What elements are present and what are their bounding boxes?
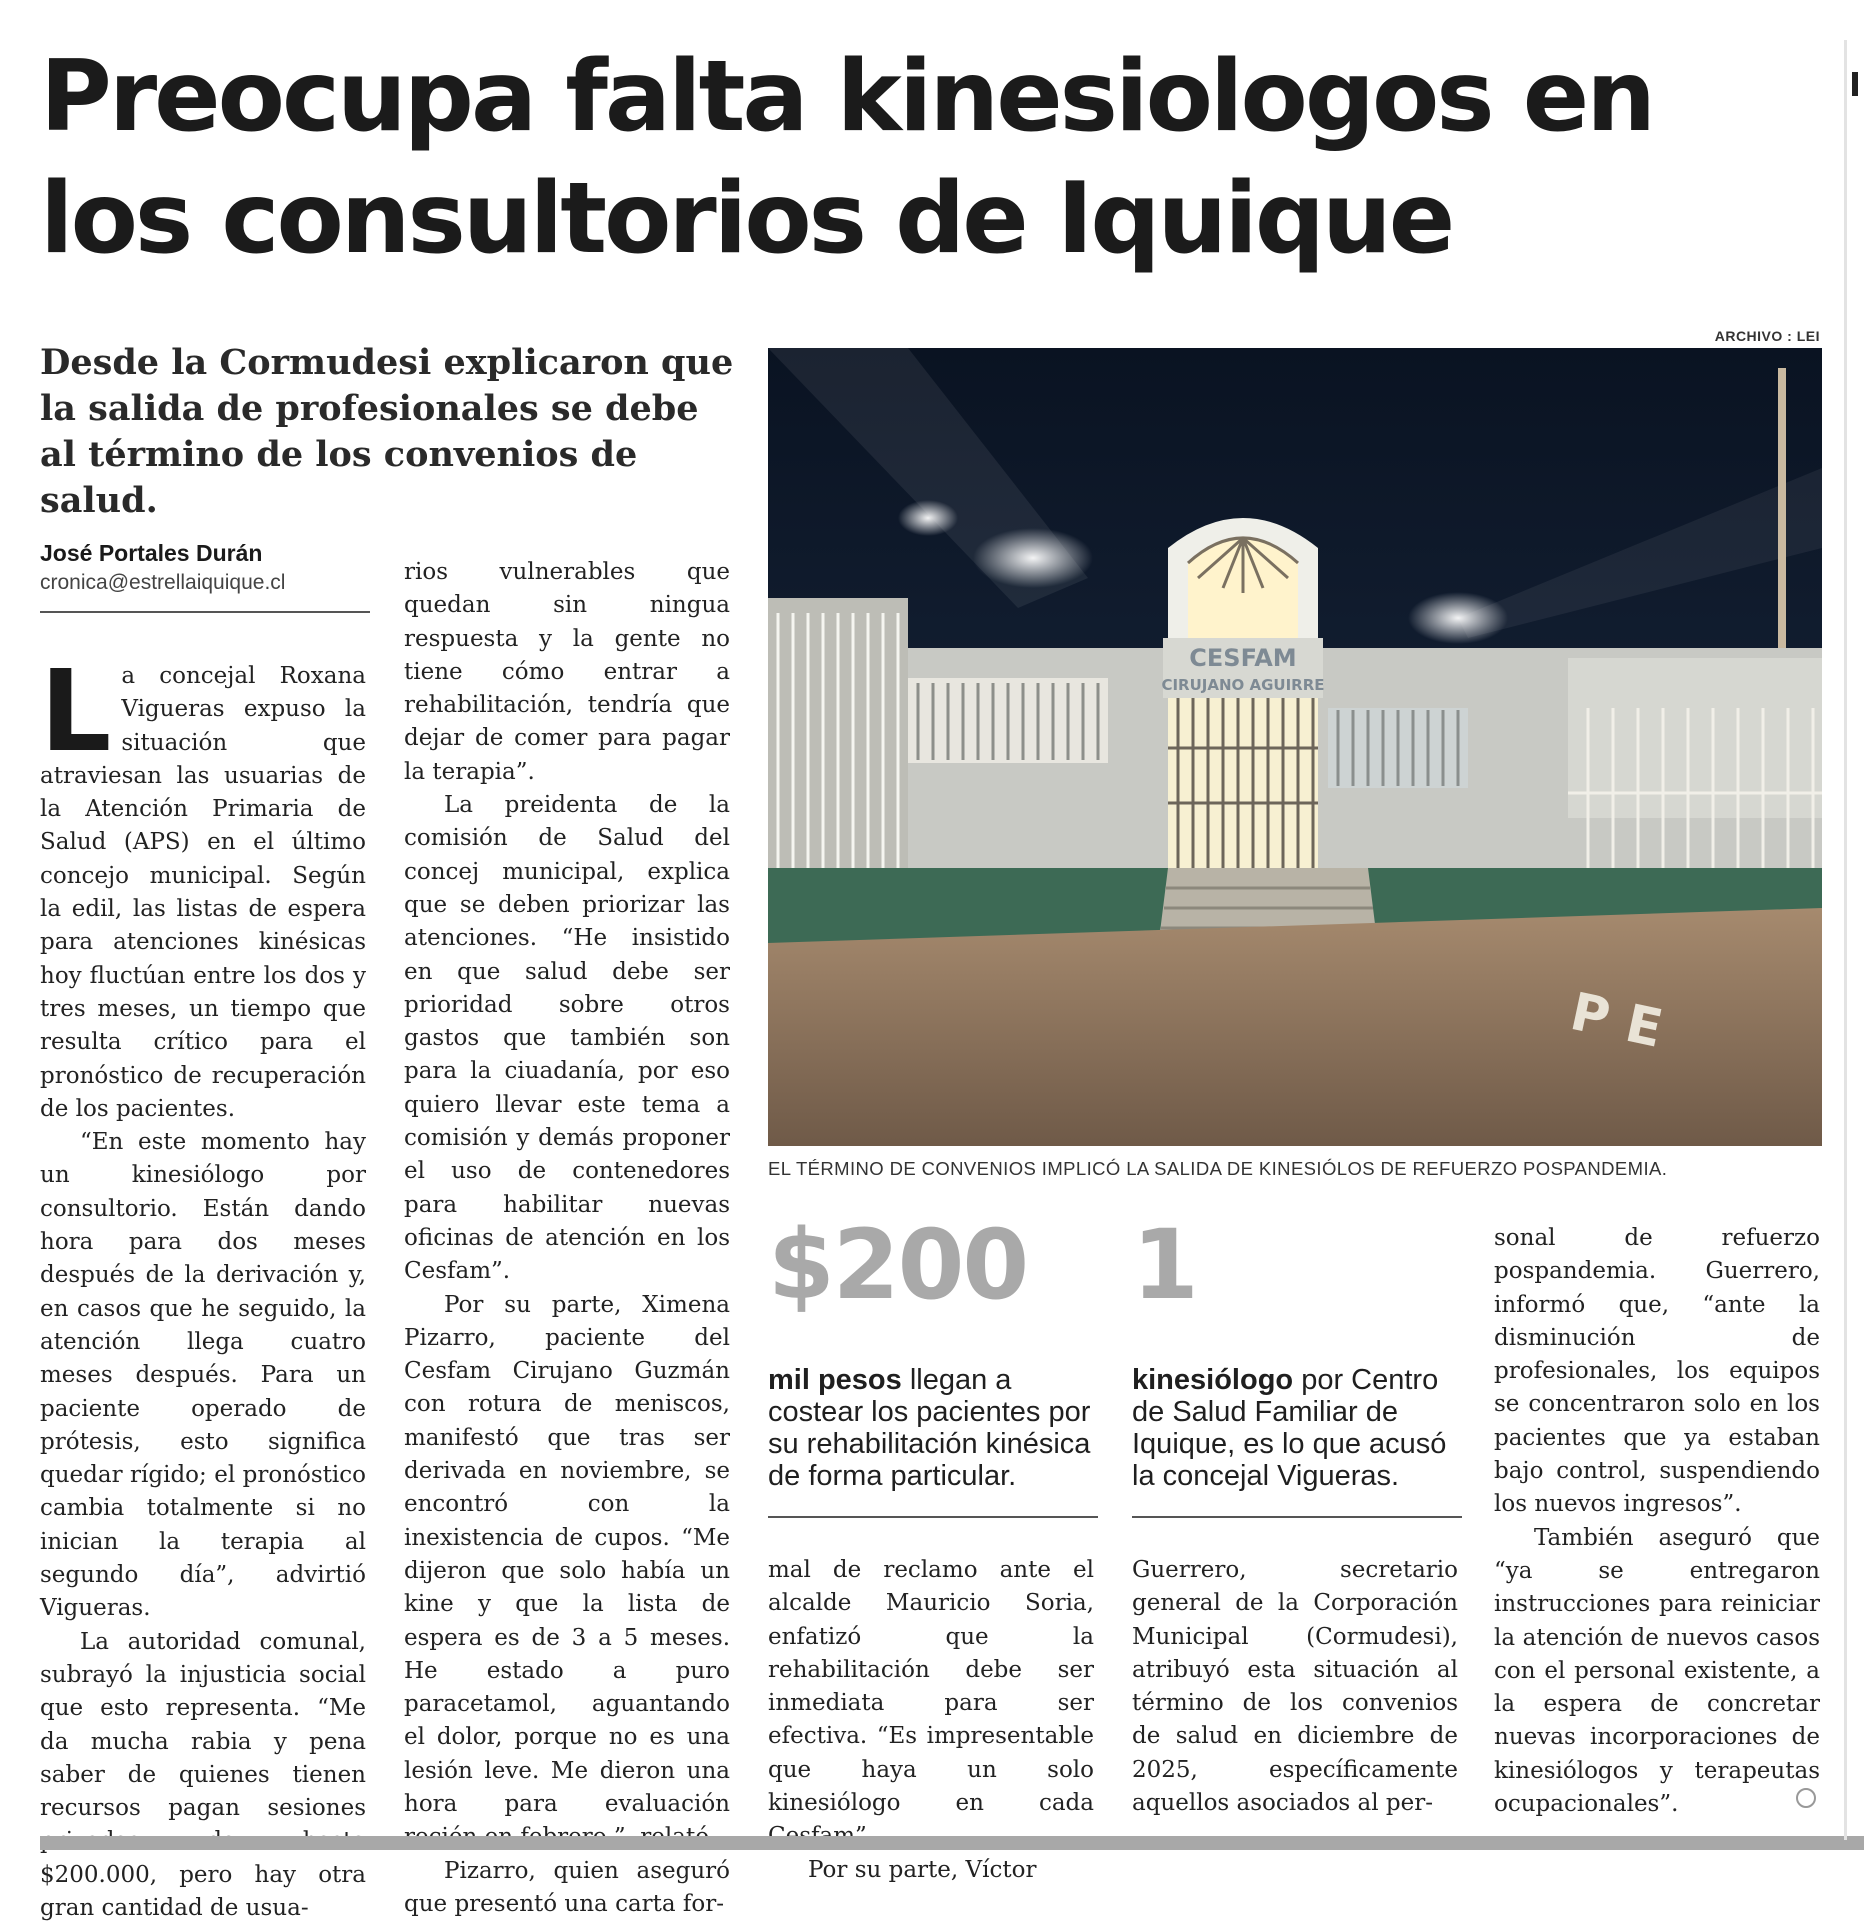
article-paragraph: [40, 1126, 366, 1625]
article-paragraph: [404, 1855, 730, 1922]
article-photo: [768, 348, 1822, 1146]
paragraph-text: También aseguró que “ya se entregaron instrucciones para reiniciar la atención de nuevos casos con el personal existente, a la espera de concretar nuevas incorporaciones de kinesiólogos y terapeutas ocupacionales”.: [1494, 1524, 1820, 1818]
paragraph-text: sonal de refuerzo pospandemia. Guerrero, informó que, “ante la disminución de profesionales, los equipos se concentraron solo en los pacientes que ya estaban bajo control, suspendiendo los nuevos ingresos”.: [1494, 1225, 1820, 1518]
paragraph-text: La autoridad comunal, subrayó la injusticia social que esto representa. “Me da mucha rabia y pena saber de quienes tienen recursos pagan sesiones $200.000, pero hay otra gran cantidad de usua-: [40, 1628, 366, 1921]
stat-text: llegan a costear los pacientes por su rehabilitación kinésica de forma particular.: [768, 1364, 1091, 1492]
paragraph-text: Por su parte, Víctor: [808, 1856, 1037, 1883]
article-paragraph: [768, 1854, 1094, 1887]
photo-credit: ARCHIVO : LEI: [1714, 328, 1820, 344]
article-paragraph: [40, 1626, 366, 1925]
paragraph-text: Pizarro, quien aseguró que presentó una carta for-: [404, 1857, 730, 1917]
body-column-5: [1494, 1222, 1820, 1821]
body-column-1: [40, 647, 366, 1925]
article-paragraph: [768, 1554, 1094, 1854]
bottom-rule: [40, 1836, 1864, 1850]
stat-description: [768, 1364, 1098, 1518]
stat-value: 1: [1132, 1209, 1197, 1321]
page-edge-divider: [1844, 40, 1847, 1840]
body-column-4: [1132, 1554, 1458, 1820]
stat-description: [1132, 1364, 1462, 1518]
cesfam-sign-line2: CIRUJANO AGUIRRE: [1161, 676, 1325, 694]
article-paragraph: [404, 556, 730, 789]
article-paragraph: [1494, 1222, 1820, 1522]
paragraph-text: “En este momento hay un kinesiólogo por consultorio. Están dando hora para dos meses después de la derivación y, en casos que he seguido, la atención llega cuatro meses después. Para un paciente operado de prótesis, esto significa quedar rígido; el pronóstico cambia totalmente si no inician la terapia al segundo día”, advirtió Vigueras.: [40, 1129, 366, 1622]
cesfam-sign-line1: CESFAM: [1189, 644, 1297, 672]
article-paragraph: [1132, 1554, 1458, 1820]
stat-text: por Centro de Salud Familiar de Iquique, es lo que acusó la concejal Vigueras.: [1132, 1364, 1447, 1492]
drop-cap: L: [40, 647, 112, 777]
body-column-2: [404, 556, 730, 1921]
paragraph-text: rios vulnerables que quedan sin ningua respuesta y la gente no tiene cómo entrar a rehabilitación, tendría que dejar de comer para pagar la terapia”.: [404, 559, 730, 785]
deck-subtitle: Desde la Cormudesi explicaron que la salida de profesionales se debe al término de los convenios de salud.: [40, 342, 734, 521]
paragraph-text: La preidenta de la comisión de Salud del concej municipal, explica que se deben priorizar las atenciones. “He insistido en que salud debe ser prioridad sobre otros gastos que también son para la ciuadanía, por eso quiero llevar este tema a comisión y demás proponer el uso de contenedores para habilitar nuevas oficinas de atención en los Cesfam”.: [404, 792, 730, 1285]
article-paragraph: [404, 1289, 730, 1855]
stat-box-kinesiologist: [1132, 1210, 1462, 1518]
article-paragraph: [1494, 1522, 1820, 1822]
paragraph-text: Guerrero, secretario general de la Corporación Municipal (Cormudesi), atribuyó esta situación al término de los convenios de salud en diciembre de 2025, específicamente aquellos asociados al per-: [1132, 1557, 1458, 1817]
byline: [40, 540, 370, 613]
stat-emphasis: mil pesos: [768, 1364, 902, 1396]
page-edge-mark: [1852, 72, 1858, 96]
stat-emphasis: kinesiólogo: [1132, 1364, 1294, 1396]
paragraph-text: Por su parte, Ximena Pizarro, paciente del Cesfam Cirujano Guzmán con rotura de meniscos, manifestó que tras ser derivada en noviembre, se encontró con la inexistencia de cupos. “Me dijeron que solo había un kine y que la lista de espera es de 3 a 5 meses. He estado a puro paracetamol, aguantando el dolor, porque no es una lesión leve. Me dieron una hora para evaluación: [404, 1291, 730, 1817]
author-name: José Portales Durán: [40, 540, 263, 566]
pavement-marking: P E: [1565, 982, 1668, 1060]
cesfam-night-photo: [768, 348, 1822, 1146]
stat-value: $200: [768, 1209, 1028, 1321]
paragraph-text: a concejal Roxana Vigueras expuso la situación que atraviesan las usuarias de la Atención Primaria de Salud (APS) en el último concejo municipal. Según la edil, las listas de espera para atenciones kinésicas hoy fluctúan entre los dos y tres meses, un tiempo que resulta crítico para el pronóstico de recuperación de los pacientes.: [40, 663, 366, 1122]
end-of-article-icon: [1796, 1788, 1816, 1808]
article-paragraph: [404, 789, 730, 1288]
article-paragraph: [40, 647, 366, 1126]
stat-box-price: [768, 1210, 1098, 1518]
photo-caption: EL TÉRMINO DE CONVENIOS IMPLICÓ LA SALIDA DE KINESIÓLOS DE REFUERZO POSPANDEMIA.: [768, 1158, 1668, 1179]
headline: Preocupa falta kinesiologos en los consultorios de Iquique: [40, 40, 1653, 276]
author-email: cronica@estrellaiquique.cl: [40, 571, 286, 594]
paragraph-text: mal de reclamo ante el alcalde Mauricio Soria, enfatizó que la rehabilitación debe ser inmediata para ser efectiva. “Es impresentable que haya un solo kinesiólogo en cada: [768, 1557, 1094, 1817]
